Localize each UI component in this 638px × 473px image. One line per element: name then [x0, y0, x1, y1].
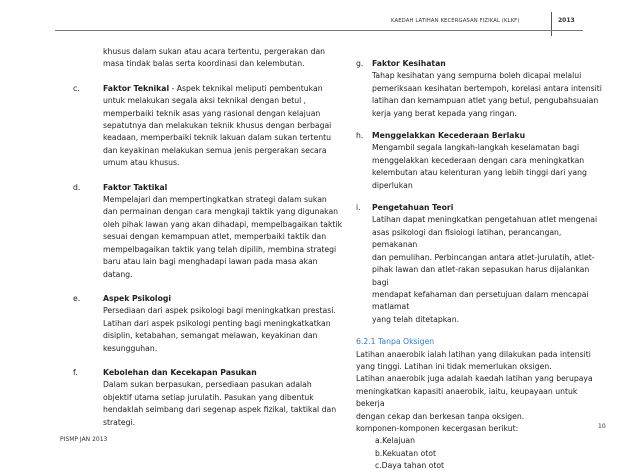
item-marker: i. — [356, 203, 361, 213]
text-line: meningkatkan kapasiti anaerobik, iaitu, keupayaan untuk bekerja — [356, 386, 578, 409]
text-line: objektif utama setiap jurulatih. Pasukan yang dibentuk — [103, 392, 314, 402]
text-line: menggelakkan kecederaan dengan cara meningkatkan — [372, 155, 585, 165]
text-line: baru atau lain bagi menghadapi lawan pada masa akan datang. — [103, 257, 318, 279]
text-line: hendaklah seimbang dari segenap aspek fizikal, taktikal dan — [103, 405, 337, 415]
item-marker: c. — [73, 83, 80, 93]
left-column — [73, 46, 345, 429]
page-number: 10 — [598, 423, 606, 430]
text-line: Mengambil segala langkah-langkah keselamatan bagi — [372, 143, 580, 153]
header-title: KAEDAH LATIHAN KECERGASAN FIZIKAL (KLKF) — [391, 18, 520, 24]
item-title: Faktor Kesihatan — [372, 59, 446, 68]
text-line: dan permainan dengan cara mengkaji taktik yang digunakan — [103, 207, 339, 217]
item-i-theory — [356, 202, 608, 326]
text-line: Latihan anaerobik juga adalah kaedah latihan yang berupaya — [356, 374, 593, 384]
intro-paragraph — [73, 46, 345, 71]
item-title: Faktor Teknikal — [103, 83, 170, 93]
text-line: memperbaiki teknik asas yang rasional dengan kelajuan — [103, 108, 321, 118]
text-line: mempelbagaikan taktik yang telah dipilih, membina strategi — [103, 244, 337, 254]
text-line: asas psikologi dan fisiologi latihan, perancangan, pemakanan — [372, 227, 562, 250]
right-column — [356, 58, 608, 473]
text-line: kesungguhan. — [103, 343, 158, 353]
text-line: masa tindak balas serta koordinasi dan kelembutan. — [103, 59, 305, 69]
text-line: Mempelajari dan mempertingkatkan strategi dalam sukan — [103, 195, 327, 205]
item-title: Faktor Taktikal — [103, 182, 168, 192]
item-marker: h. — [356, 131, 364, 141]
header-rule — [55, 30, 583, 31]
text-line: kerja yang berat kepada yang ringan. — [372, 108, 517, 118]
header-divider — [551, 12, 552, 36]
text-line: Latihan dari aspek psikologi penting bagi meningkatkatkan — [103, 318, 331, 328]
component-item: c.Daya tahan otot — [375, 461, 445, 471]
text-line: disiplin, ketabahan, semangat melawan, keyakinan dan — [103, 331, 318, 341]
item-title: Menggelakkan Kecederaan Berlaku — [372, 131, 526, 141]
item-d-tactical — [73, 182, 345, 281]
header-year: 2013 — [558, 17, 575, 24]
text-line: komponen-komponen kecergasan berikut: — [356, 423, 519, 433]
footer-text: PISMP JAN 2013 — [60, 436, 108, 443]
text-line: sesuai dengan kemampuan atlet, memperbaiki taktik dan — [103, 232, 327, 242]
text-line: strategi. — [103, 417, 136, 427]
item-h-injury — [356, 130, 608, 192]
text-line: oleh pihak lawan yang akan dihadapi, mempelbagaikan taktik — [103, 219, 343, 229]
text-line: pihak lawan dan atlet-rakan sepasukan harus dijalankan bagi — [372, 265, 590, 287]
text-line: umum atau khusus. — [103, 158, 180, 168]
text-line: yang tinggi. Latihan ini tidak memerlukan oksigen. — [356, 361, 552, 371]
item-c-technical — [73, 83, 345, 170]
item-g-health — [356, 58, 608, 120]
text-line: sepatutnya dan melakukan teknik khusus dengan berbagai — [103, 121, 332, 131]
text-line: Latihan anaerobik ialah latihan yang dilakukan pada intensiti — [356, 349, 591, 359]
text-line: khusus dalam sukan atau acara tertentu, pergerakan dan — [103, 47, 326, 56]
text-line: Dalam sukan berpasukan, persediaan pasukan adalah — [103, 380, 312, 390]
text-line: dan pemulihan. Perbincangan antara atlet-jurulatih, atlet- — [372, 252, 595, 262]
text-line: Tahap kesihatan yang sempurna boleh dicapai melalui — [372, 71, 582, 81]
item-marker: d. — [73, 182, 81, 192]
text-line: dan keyakinan melakukan semua jenis pergerakan secara — [103, 145, 327, 155]
text-line: pemeriksaan kesihatan bertempoh, korelasi antara intensiti — [372, 83, 602, 93]
text-line: mendapat kefahaman dan persetujuan dalam mencapai matlamat — [372, 289, 589, 312]
component-item: b.Kekuatan otot — [375, 448, 436, 458]
item-marker: g. — [356, 59, 364, 68]
item-marker: e. — [73, 293, 81, 303]
text-line: - Aspek teknikal meliputi pembentukan — [169, 83, 323, 93]
text-line: dengan cekap dan berkesan tanpa oksigen. — [356, 411, 525, 421]
item-e-psychology — [73, 293, 345, 355]
section-anaerobic — [356, 336, 608, 472]
item-f-team — [73, 367, 345, 429]
section-heading: 6.2.1 Tanpa Oksigen — [356, 337, 435, 347]
text-line: latihan dan kemampuan atlet yang betul, pengubahsuaian — [372, 96, 599, 106]
text-line: untuk melakukan segala aksi teknikal dengan betul , — [103, 96, 307, 106]
text-line: diperlukan — [372, 180, 413, 190]
text-line: keadaan, memperbaiki teknik lakuan dalam sukan tertentu — [103, 133, 331, 143]
item-title: Kebolehan dan Kecekapan Pasukan — [103, 367, 257, 377]
text-line: Persediaan dari aspek psikologi bagi meningkatkan prestasi. — [103, 306, 336, 316]
item-title: Pengetahuan Teori — [372, 203, 454, 213]
text-line: Latihan dapat meningkatkan pengetahuan atlet mengenai — [372, 215, 598, 225]
item-marker: f. — [73, 367, 78, 377]
text-line: yang telah ditetapkan. — [372, 314, 460, 324]
text-line: kelembutan atau kelenturan yang lebih tinggi dari yang — [372, 168, 587, 178]
component-item: a.Kelajuan — [375, 436, 415, 446]
item-title: Aspek Psikologi — [103, 293, 171, 303]
